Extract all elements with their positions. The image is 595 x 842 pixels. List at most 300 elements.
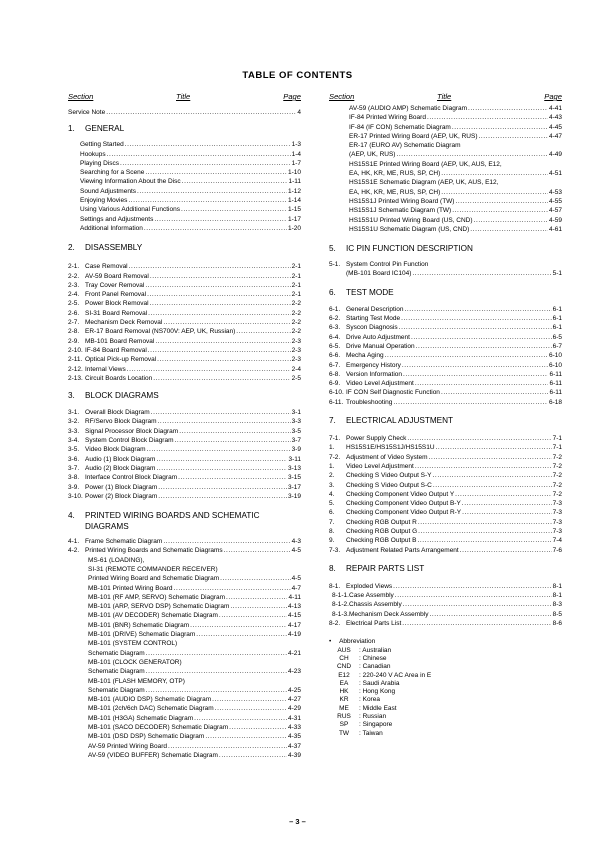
entry-title: (AEP, UK, RUS)	[349, 151, 396, 159]
entry-page: 7-2	[552, 462, 562, 470]
dot-leader	[179, 427, 290, 436]
dot-leader	[196, 630, 287, 639]
entry-page: 2-3	[291, 346, 301, 354]
dot-leader	[236, 327, 290, 336]
toc-left-body	[68, 104, 301, 760]
dot-leader	[155, 337, 290, 346]
entry-page: 4-37	[287, 742, 301, 750]
entry-title: MB-101 (SACO DECODER) Schematic Diagram	[88, 724, 229, 732]
entry-page: 3-5	[291, 427, 301, 435]
entry-number: 2-5.	[68, 300, 80, 308]
entry-title: General Description	[346, 305, 404, 313]
entry-page: 1-20	[287, 224, 301, 232]
entry-page: 4-51	[548, 170, 562, 178]
toc-entry	[329, 178, 562, 187]
entry-page: 8-5	[552, 610, 562, 618]
entry-title: Schematic Diagram	[88, 668, 145, 676]
section-title: IC PIN FUNCTION DESCRIPTION	[346, 244, 473, 254]
toc-entry	[68, 299, 301, 308]
abbreviation-desc: : Singapore	[359, 721, 393, 729]
entry-title: Optical Pick-up Removal	[85, 356, 157, 364]
entry-page: 4-23	[287, 668, 301, 676]
dot-leader	[399, 323, 552, 332]
entry-number: 6-2.	[329, 315, 341, 323]
entry-number: 6.	[329, 509, 335, 517]
page-title: TABLE OF CONTENTS	[242, 70, 353, 81]
dot-leader	[455, 490, 551, 499]
dot-leader	[452, 206, 548, 215]
entry-page: 7-2	[552, 481, 562, 489]
entry-title: MS-61 (LOADING),	[88, 556, 145, 564]
toc-entry	[68, 677, 301, 686]
dot-leader	[146, 686, 287, 695]
dot-leader	[182, 177, 288, 186]
entry-title: RF/Servo Block Diagram	[85, 418, 157, 426]
abbreviation-desc: : Taiwan	[359, 729, 383, 737]
entry-title: Schematic Diagram	[88, 649, 145, 657]
toc-entry	[329, 141, 562, 150]
header-title: Title	[176, 92, 191, 101]
toc-entry	[329, 333, 562, 342]
spacer	[329, 234, 562, 243]
entry-title: Schematic Diagram	[88, 686, 145, 694]
entry-title: Power Block Removal	[85, 300, 149, 308]
section-number: 4.	[68, 511, 75, 521]
entry-title: Additional Information	[80, 224, 143, 232]
toc-entry	[68, 281, 301, 290]
section-title: PRINTED WIRING BOARDS AND SCHEMATIC DIAGRAMS	[85, 511, 260, 532]
dot-leader	[148, 309, 290, 318]
dot-leader	[106, 108, 296, 117]
dot-leader	[219, 751, 287, 760]
section-heading	[68, 242, 301, 253]
entry-page: 7-3	[552, 509, 562, 517]
abbreviation-code: KR	[339, 696, 349, 704]
entry-title: Sound Adjustments	[80, 187, 137, 195]
dot-leader	[436, 443, 552, 452]
entry-title: MB-101 (2ch/6ch DAC) Schematic Diagram	[88, 705, 214, 713]
spacer	[329, 628, 562, 638]
entry-page: 4-27	[287, 696, 301, 704]
entry-page: 1-12	[287, 187, 301, 195]
toc-entry	[68, 150, 301, 159]
spacer	[68, 383, 301, 390]
dot-leader	[415, 462, 552, 471]
entry-title: Checking RGB Output R	[346, 518, 417, 526]
entry-number: 3-9.	[68, 483, 80, 491]
entry-title: Exploded Views	[346, 582, 393, 590]
entry-page: 3-15	[287, 474, 301, 482]
toc-entry	[68, 272, 301, 281]
entry-number: 2-8.	[68, 328, 80, 336]
toc-entry	[68, 436, 301, 445]
entry-number: 6-5.	[329, 342, 341, 350]
dot-leader	[403, 370, 548, 379]
abbreviation-desc: : Canadian	[359, 663, 391, 671]
entry-page: 3-19	[287, 492, 301, 500]
dot-leader	[433, 471, 552, 480]
dot-leader	[441, 188, 548, 197]
dot-leader	[205, 732, 287, 741]
entry-title: MB-101 (SYSTEM CONTROL)	[88, 640, 178, 648]
dot-leader	[402, 361, 548, 370]
toc-entry	[329, 443, 562, 452]
abbreviation-item	[329, 705, 562, 713]
toc-entry	[68, 159, 301, 168]
toc-entry	[329, 518, 562, 527]
dot-leader	[470, 225, 548, 234]
dot-leader	[145, 281, 290, 290]
abbreviation-code: TW	[338, 729, 350, 737]
entry-number: 8-1-2.	[332, 601, 349, 609]
toc-entry	[68, 483, 301, 492]
abbreviation-item	[329, 655, 562, 663]
dot-leader	[151, 408, 291, 417]
abbreviation-code: CND	[336, 663, 352, 671]
entry-page: 4-19	[287, 631, 301, 639]
section-number: 6.	[329, 287, 336, 297]
entry-number: 6-10.	[329, 389, 344, 397]
entry-page: 4-35	[287, 733, 301, 741]
abbreviation-desc: : Hong Kong	[359, 688, 396, 696]
entry-number: 7-1.	[329, 435, 341, 443]
entry-title: Checking Component Video Output B-Y	[346, 500, 461, 508]
entry-page: 4-5	[291, 575, 301, 583]
toc-entry	[329, 123, 562, 132]
toc-entry	[329, 370, 562, 379]
toc-entry	[329, 610, 562, 619]
entry-title: HS15S1U Schematic Diagram (US, CND)	[349, 225, 470, 233]
entry-number: 6-9.	[329, 380, 341, 388]
entry-title: HS15S1J Schematic Diagram (TW)	[349, 207, 452, 215]
dot-leader	[229, 723, 287, 732]
toc-entry	[68, 658, 301, 667]
entry-number: 7-3.	[329, 546, 341, 554]
entry-title: Printed Wiring Board and Schematic Diagram	[88, 575, 220, 583]
toc-entry	[68, 196, 301, 205]
toc-entry	[68, 686, 301, 695]
entry-title: MB-101 (ARP, SERVO DSP) Schematic Diagram	[88, 603, 230, 611]
entry-title: Circuit Boards Location	[85, 374, 153, 382]
entry-title: Troubleshooting	[346, 398, 393, 406]
entry-page: 3-7	[291, 437, 301, 445]
entry-page: 7-1	[552, 444, 562, 452]
entry-title: MB-101 (DSD DSP) Schematic Diagram	[88, 733, 205, 741]
entry-number: 3.	[329, 481, 335, 489]
dot-leader	[120, 159, 291, 168]
entry-page: 7-3	[552, 518, 562, 526]
dot-leader	[418, 518, 552, 527]
toc-entry	[329, 188, 562, 197]
toc-entry	[68, 365, 301, 374]
entry-title: Viewing Information About the Disc	[80, 178, 181, 186]
entry-title: HS15S1U Printed Wiring Board (US, CND)	[349, 216, 473, 224]
abbreviation-item	[329, 696, 562, 704]
entry-number: 2-6.	[68, 309, 80, 317]
entry-page: 4-33	[287, 724, 301, 732]
dot-leader	[129, 262, 291, 271]
dot-leader	[147, 290, 291, 299]
toc-entry	[68, 732, 301, 741]
toc-entry	[68, 704, 301, 713]
section-number: 1.	[68, 124, 75, 134]
section-title: DISASSEMBLY	[85, 243, 143, 253]
entry-title: MB-101 Board Removal	[85, 337, 155, 345]
toc-entry	[68, 751, 301, 760]
entry-page: 2-2	[291, 300, 301, 308]
entry-page: 2-1	[291, 291, 301, 299]
toc-entry	[68, 464, 301, 473]
entry-title: SI-31 (REMOTE COMMANDER RECEIVER)	[88, 565, 218, 573]
toc-entry	[68, 290, 301, 299]
entry-page: 7-4	[552, 537, 562, 545]
entry-page: 6-18	[548, 398, 562, 406]
entry-title: Service Note	[68, 109, 106, 116]
entry-title: ER-17 (EURO AV) Schematic Diagram	[349, 142, 461, 150]
entry-page: 4-11	[288, 593, 301, 601]
entry-number: 8-1.	[329, 582, 341, 590]
entry-page: 6-7	[552, 342, 562, 350]
entry-page: 6-1	[552, 324, 562, 332]
entry-title: Playing Discs	[80, 159, 120, 167]
toc-entry	[329, 104, 562, 113]
dot-leader	[150, 272, 291, 281]
entry-page: 1-3	[291, 141, 301, 149]
entry-page: 1-11	[288, 178, 301, 186]
dot-leader	[230, 602, 287, 611]
entry-title: Checking Component Video Output R-Y	[346, 509, 462, 517]
entry-number: 6-6.	[329, 352, 341, 360]
entry-number: 3-10.	[68, 492, 83, 500]
entry-page: 1-14	[287, 197, 301, 205]
dot-leader	[144, 224, 287, 233]
entry-number: 2-9.	[68, 337, 80, 345]
toc-entry	[68, 714, 301, 723]
abbreviation-item	[329, 663, 562, 671]
abbreviation-code: E12	[338, 671, 350, 679]
entry-title: MB-101 Printed Wiring Board	[88, 584, 173, 592]
entry-title: Checking RGB Output G	[346, 527, 418, 535]
abbreviation-code: CH	[339, 654, 349, 662]
toc-entry	[68, 723, 301, 732]
header-section: Section	[329, 92, 355, 101]
page-number: – 3 –	[289, 817, 306, 826]
entry-page: 4-39	[287, 751, 301, 759]
entry-title: System Control Pin Function	[346, 261, 429, 269]
entry-title: Settings and Adjustments	[80, 215, 154, 223]
section-number: 5.	[329, 244, 336, 254]
dot-leader	[429, 610, 551, 619]
spacer	[329, 407, 562, 415]
entry-number: 3-2.	[68, 418, 80, 426]
toc-entry	[329, 582, 562, 591]
entry-title: Checking RGB Output B	[346, 537, 417, 545]
toc-entry	[68, 602, 301, 611]
dot-leader	[416, 342, 552, 351]
entry-page: 1-15	[287, 206, 301, 214]
entry-page: 2-5	[291, 374, 301, 382]
entry-page: 4-43	[548, 114, 562, 122]
abbreviation-code: HK	[339, 688, 349, 696]
entry-number: 2-10.	[68, 346, 83, 354]
entry-title: Video Block Diagram	[85, 446, 146, 454]
toc-left-column	[68, 92, 301, 760]
entry-page: 1-10	[287, 169, 301, 177]
entry-page: 4-61	[548, 225, 562, 233]
entry-page: 6-10	[548, 352, 562, 360]
dot-leader	[396, 150, 548, 159]
dot-leader	[417, 536, 551, 545]
entry-page: 2-1	[291, 281, 301, 289]
entry-page: 4-13	[287, 603, 301, 611]
dot-leader	[429, 453, 552, 462]
toc-entry	[329, 619, 562, 628]
entry-number: 9.	[329, 537, 335, 545]
dot-leader	[148, 346, 291, 355]
section-number: 2.	[68, 243, 75, 253]
entry-number: 3-6.	[68, 455, 80, 463]
entry-page: 4-17	[287, 621, 301, 629]
entry-title: Enjoying Movies	[80, 197, 128, 205]
dot-leader	[403, 600, 552, 609]
dot-leader	[393, 398, 548, 407]
dot-leader	[226, 593, 287, 602]
toc-entry	[329, 536, 562, 545]
entry-number: 3-4.	[68, 437, 80, 445]
entry-title: MB-101 (CLOCK GENERATOR)	[88, 658, 182, 666]
abbreviation-desc: : Middle East	[359, 704, 397, 712]
abbreviation-label: Abbreviation	[339, 638, 376, 646]
toc-entry	[68, 427, 301, 436]
toc-entry	[329, 453, 562, 462]
toc-entry	[68, 649, 301, 658]
dot-leader	[125, 140, 291, 149]
entry-number: 1.	[329, 444, 335, 452]
dot-leader	[455, 197, 548, 206]
dot-leader	[175, 436, 291, 445]
entry-page: 4-49	[548, 151, 562, 159]
entry-title: AV-59 (AUDIO AMP) Schematic Diagram	[349, 105, 467, 112]
abbreviation-code: SP	[339, 721, 349, 729]
dot-leader	[427, 113, 548, 122]
entry-page: 7-2	[552, 472, 562, 480]
dot-leader	[153, 374, 290, 383]
entry-page: 4-45	[548, 123, 562, 131]
entry-page: 8-1	[552, 582, 562, 590]
dot-leader	[452, 123, 548, 132]
dot-leader	[404, 305, 551, 314]
entry-title: Power (1) Block Diagram	[85, 483, 158, 491]
toc-entry	[68, 168, 301, 177]
spacer	[329, 298, 562, 305]
spacer	[68, 401, 301, 408]
toc-entry	[329, 388, 562, 397]
dot-leader	[478, 132, 548, 141]
toc-entry	[329, 225, 562, 234]
header-title: Title	[437, 92, 452, 101]
section-heading	[329, 287, 562, 298]
entry-page: 3-17	[287, 483, 301, 491]
section-number: 3.	[68, 391, 75, 401]
entry-number: 1.	[329, 462, 335, 470]
abbreviation-code: ME	[339, 704, 349, 712]
entry-number: 3-5.	[68, 446, 80, 454]
toc-entry	[68, 177, 301, 186]
entry-page: 4-29	[287, 705, 301, 713]
entry-title: HS15S1E/HS15S1J/HS15S1U	[346, 444, 435, 452]
toc-entry	[329, 113, 562, 122]
entry-title: Chassis Assembly	[349, 601, 402, 609]
toc-entry	[68, 593, 301, 602]
entry-title: Video Level Adjustment	[346, 462, 414, 470]
abbreviation-item	[329, 713, 562, 721]
abbreviation-desc: : Chinese	[359, 654, 387, 662]
entry-number: 4-1.	[68, 538, 80, 546]
entry-page: 6-11	[549, 370, 562, 378]
dot-leader	[215, 704, 287, 713]
dot-leader	[174, 584, 291, 593]
abbreviation-code: RUS	[337, 713, 351, 721]
dot-leader	[385, 351, 548, 360]
entry-number: 4-2.	[68, 547, 80, 555]
abbreviation-desc: : Russian	[359, 713, 387, 721]
abbreviation-item	[329, 721, 562, 729]
spacer	[68, 233, 301, 242]
dot-leader	[412, 269, 551, 278]
abbreviation-code: EA	[339, 679, 349, 687]
entry-title: Interface Control Block Diagram	[85, 474, 178, 482]
entry-page: 3-13	[287, 464, 301, 472]
toc-entry	[329, 351, 562, 360]
toc-entry	[329, 169, 562, 178]
toc-entry	[68, 611, 301, 620]
section-number: 8.	[329, 563, 336, 573]
section-title: GENERAL	[85, 124, 125, 134]
entry-number: 6-8.	[329, 370, 341, 378]
entry-number: 5.	[329, 500, 335, 508]
dot-leader	[415, 379, 549, 388]
toc-entry	[68, 584, 301, 593]
dot-leader	[146, 667, 287, 676]
section-heading	[329, 563, 562, 574]
entry-number: 3-7.	[68, 464, 80, 472]
toc-entry	[68, 309, 301, 318]
entry-number: 3-8.	[68, 474, 80, 482]
abbreviation-item	[329, 672, 562, 680]
toc-entry	[329, 314, 562, 323]
toc-right-column	[329, 92, 562, 738]
entry-page: 3-3	[291, 418, 301, 426]
toc-entry	[68, 224, 301, 233]
dot-leader	[158, 417, 291, 426]
toc-entry	[329, 216, 562, 225]
entry-page: 7-2	[552, 453, 562, 461]
entry-number: 8-2.	[329, 620, 341, 628]
entry-title: Electrical Parts List	[346, 620, 402, 628]
dot-leader	[441, 169, 548, 178]
entry-page: 2-3	[291, 337, 301, 345]
entry-number: 2-12.	[68, 365, 83, 373]
entry-number: 8.	[329, 527, 335, 535]
spacer	[68, 501, 301, 510]
toc-entry	[329, 379, 562, 388]
abbreviation-item	[329, 730, 562, 738]
dot-leader	[194, 714, 287, 723]
entry-page: 4	[297, 109, 301, 116]
abbreviation-desc: : 220-240 V AC Area in E	[359, 671, 432, 679]
entry-title: Drive Manual Operation	[346, 342, 415, 350]
entry-title: Using Various Additional Functions	[80, 206, 180, 214]
